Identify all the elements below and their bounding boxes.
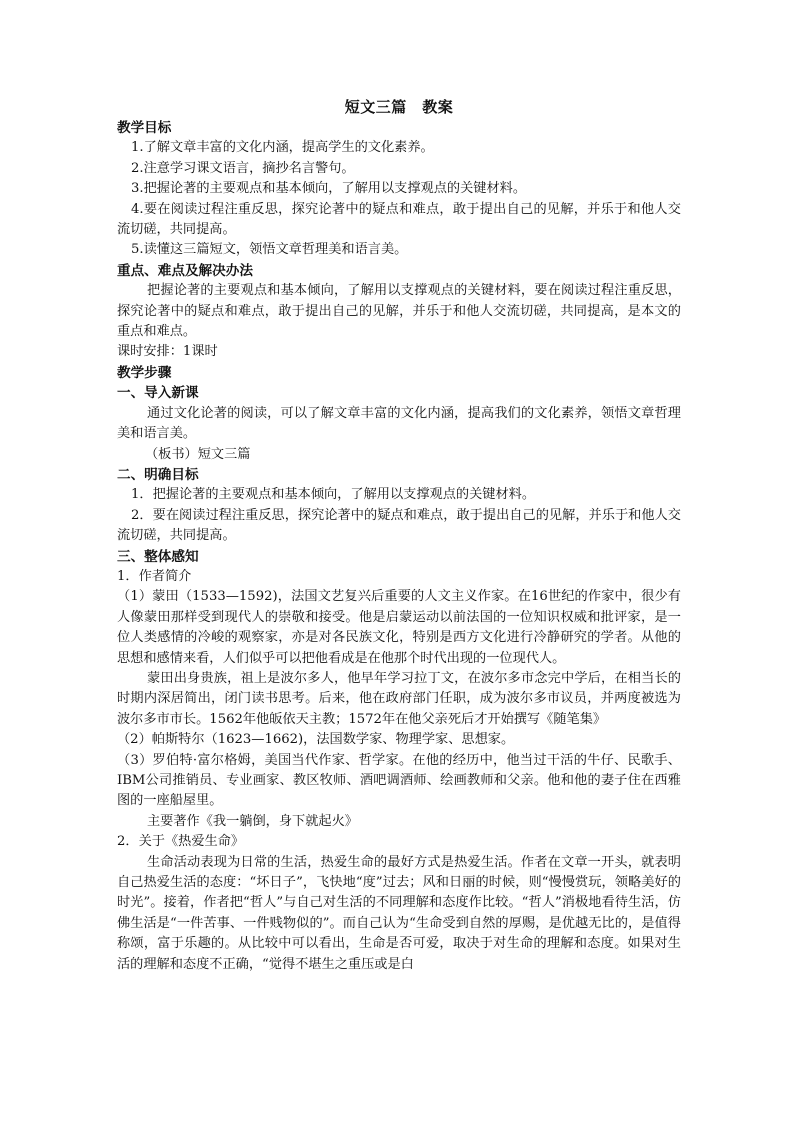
- authors-heading: 1．作者简介: [117, 568, 192, 584]
- about-text: 生命活动表现为日常的生活，热爱生命的最好方式是热爱生活。作者在文章一开头，就表明自己热爱生活的态度：“坏日子”，飞快地“度”过去；风和日丽的时候，则“慢慢赏玩，领略美好的时光”。接着，作者把“哲人”与自己对生活的不同理解和态度作比较。“哲人”消极地看待生活，仿佛生活是“一件苦事、一件贱物似的”。而自己认为“生命受到自然的厚赐，是优越无比的，是值得称颂，富于乐趣的。从比较中可以看出，生命是否可爱，取决于对生命的理解和态度。如果对生活的理解和态度不正确，“觉得不堪生之重压或是白: [117, 854, 681, 972]
- document-page: [117, 96, 681, 975]
- goal-item: 4.要在阅读过程注重反思，探究论著中的疑点和难点，敢于提出自己的见解，并乐于和他人交流切磋，共同提高。: [117, 201, 681, 238]
- goals-heading: 教学目标: [117, 120, 172, 136]
- goal-item: 1.了解文章丰富的文化内涵，提高学生的文化素养。: [131, 140, 434, 156]
- goal-item: 2.注意学习课文语言，摘抄名言警句。: [131, 160, 355, 176]
- author3-work: 主要著作《我一躺倒，身下就起火》: [147, 813, 358, 829]
- about-heading: 2．关于《热爱生命》: [117, 834, 245, 850]
- author1-intro: （1）蒙田（1533—1592)，法国文艺复兴后重要的人文主义作家。在16世纪的作家中，很少有人像蒙田那样受到现代人的崇敬和接受。他是启蒙运动以前法国的一位知识权威和批评家，是一位人类感情的冷峻的观察家，亦是对各民族文化，特别是西方文化进行冷静研究的学者。从他的思想和感情来看，人们似乎可以把他看成是在他那个时代出现的一位现代人。: [117, 589, 681, 666]
- step3-heading: 三、整体感知: [117, 548, 199, 565]
- steps-heading: 教学步骤: [117, 364, 172, 381]
- key-points-text: 把握论著的主要观点和基本倾向，了解用以支撑观点的关键材料，要在阅读过程注重反思，探究论著中的疑点和难点，敢于提出自己的见解，并乐于和他人交流切磋，共同提高，是本文的重点和难点。: [117, 283, 681, 340]
- step1-board: （板书）短文三篇: [145, 446, 251, 462]
- step1-text: 通过文化论著的阅读，可以了解文章丰富的文化内涵，提高我们的文化素养，领悟文章哲理美和语言美。: [117, 405, 681, 442]
- author2-intro: （2）帕斯特尔（1623—1662)，法国数学家、物理学家、思想家。: [117, 732, 515, 748]
- step2-item: 2．要在阅读过程注重反思，探究论著中的疑点和难点，敢于提出自己的见解，并乐于和他人交流切磋，共同提高。: [117, 507, 681, 544]
- author3-intro: （3）罗伯特·富尔格姆，美国当代作家、哲学家。在他的经历中，他当过干活的牛仔、民歌手、IBM公司推销员、专业画家、教区牧师、酒吧调酒师、绘画教师和父亲。他和他的妻子住在西雅图的一座船屋里。: [117, 752, 681, 809]
- key-points-heading: 重点、难点及解决办法: [117, 262, 253, 279]
- author1-more: 蒙田出身贵族，祖上是波尔多人，他早年学习拉丁文，在波尔多市念完中学后，在相当长的时期内深居简出，闭门读书思考。后来，他在政府部门任职，成为波尔多市议员，并两度被选为波尔多市市长。1562年他皈依天主教；1572年在他父亲死后才开始撰写《随笔集》: [117, 670, 681, 727]
- step2-heading: 二、明确目标: [117, 466, 199, 483]
- step2-item: 1．把握论著的主要观点和基本倾向，了解用以支撑观点的关键材料。: [131, 487, 536, 503]
- document-title: 短文三篇 教案: [344, 98, 454, 116]
- goal-item: 5.读懂这三篇短文，领悟文章哲理美和语言美。: [131, 242, 408, 258]
- class-hours: 课时安排：1课时: [117, 344, 218, 360]
- goal-item: 3.把握论著的主要观点和基本倾向，了解用以支撑观点的关键材料。: [131, 181, 527, 197]
- step1-heading: 一、导入新课: [117, 385, 199, 402]
